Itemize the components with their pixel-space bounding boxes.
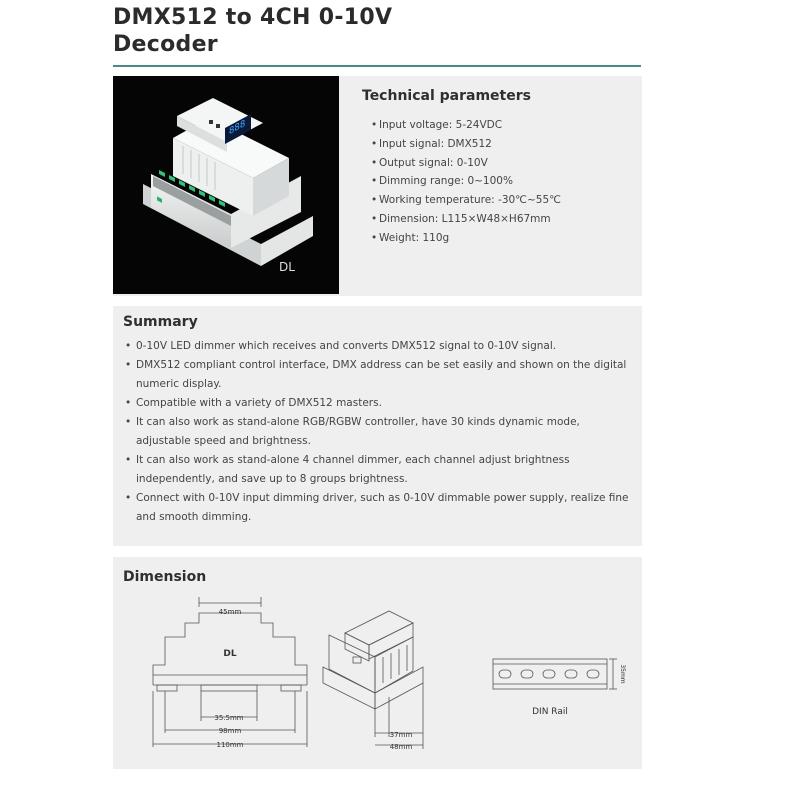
technical-parameters-panel (113, 76, 642, 296)
dimension-drawing (113, 557, 642, 769)
dimension-heading: Dimension (123, 569, 207, 585)
list-item: • It can also work as stand-alone RGB/RGBW controller, have 30 kinds dynamic mode, adjustable speed and brightness. (123, 413, 633, 451)
list-item: • Input voltage: 5-24VDC (371, 116, 561, 135)
din-rail-label: DIN Rail (532, 707, 568, 717)
list-item: • DMX512 compliant control interface, DMX address can be set easily and shown on the digital numeric display. (123, 356, 633, 394)
dimension-110mm: 110mm (216, 741, 244, 749)
list-item: • Output signal: 0-10V (371, 154, 561, 173)
dimension-45mm: 45mm (218, 608, 242, 616)
list-item: • Weight: 110g (371, 229, 561, 248)
list-item: • Compatible with a variety of DMX512 masters. (123, 394, 633, 413)
page-title (113, 4, 392, 58)
technical-parameters-list (371, 116, 561, 248)
technical-parameters-heading: Technical parameters (362, 88, 531, 104)
list-item: • It can also work as stand-alone 4 channel dimmer, each channel adjust brightness independently, and save up to 8 groups brightness. (123, 451, 633, 489)
front-view-label: DL (223, 649, 237, 659)
dimension-48mm: 48mm (389, 743, 413, 751)
product-photo (113, 76, 339, 294)
summary-heading: Summary (123, 314, 198, 330)
lcd-readout: 888 (229, 118, 246, 138)
list-item: • Input signal: DMX512 (371, 135, 561, 154)
din-rail-outline (493, 659, 617, 689)
title-line-1: DMX512 to 4CH 0-10V (113, 5, 393, 30)
dimension-panel (113, 557, 642, 769)
list-item: • Connect with 0-10V input dimming driver, such as 0-10V dimmable power supply, realize fine and smooth dimming. (123, 489, 633, 527)
front-view-outline (153, 597, 307, 747)
summary-panel (113, 306, 642, 546)
summary-list (123, 337, 633, 527)
dimension-35-5mm: 35.5mm (214, 714, 244, 722)
product-illustration (113, 76, 339, 294)
dimension-35mm: 35mm (619, 664, 626, 684)
title-divider (113, 65, 641, 67)
dimension-98mm: 98mm (218, 727, 242, 735)
list-item: • 0-10V LED dimmer which receives and converts DMX512 signal to 0-10V signal. (123, 337, 633, 356)
list-item: • Working temperature: -30℃~55℃ (371, 191, 561, 210)
dimension-37mm: 37mm (389, 731, 413, 739)
title-line-2: Decoder (113, 32, 218, 57)
list-item: • Dimension: L115×W48×H67mm (371, 210, 561, 229)
product-model-label: DL (279, 260, 295, 274)
list-item: • Dimming range: 0~100% (371, 172, 561, 191)
isometric-view-outline (323, 611, 423, 749)
